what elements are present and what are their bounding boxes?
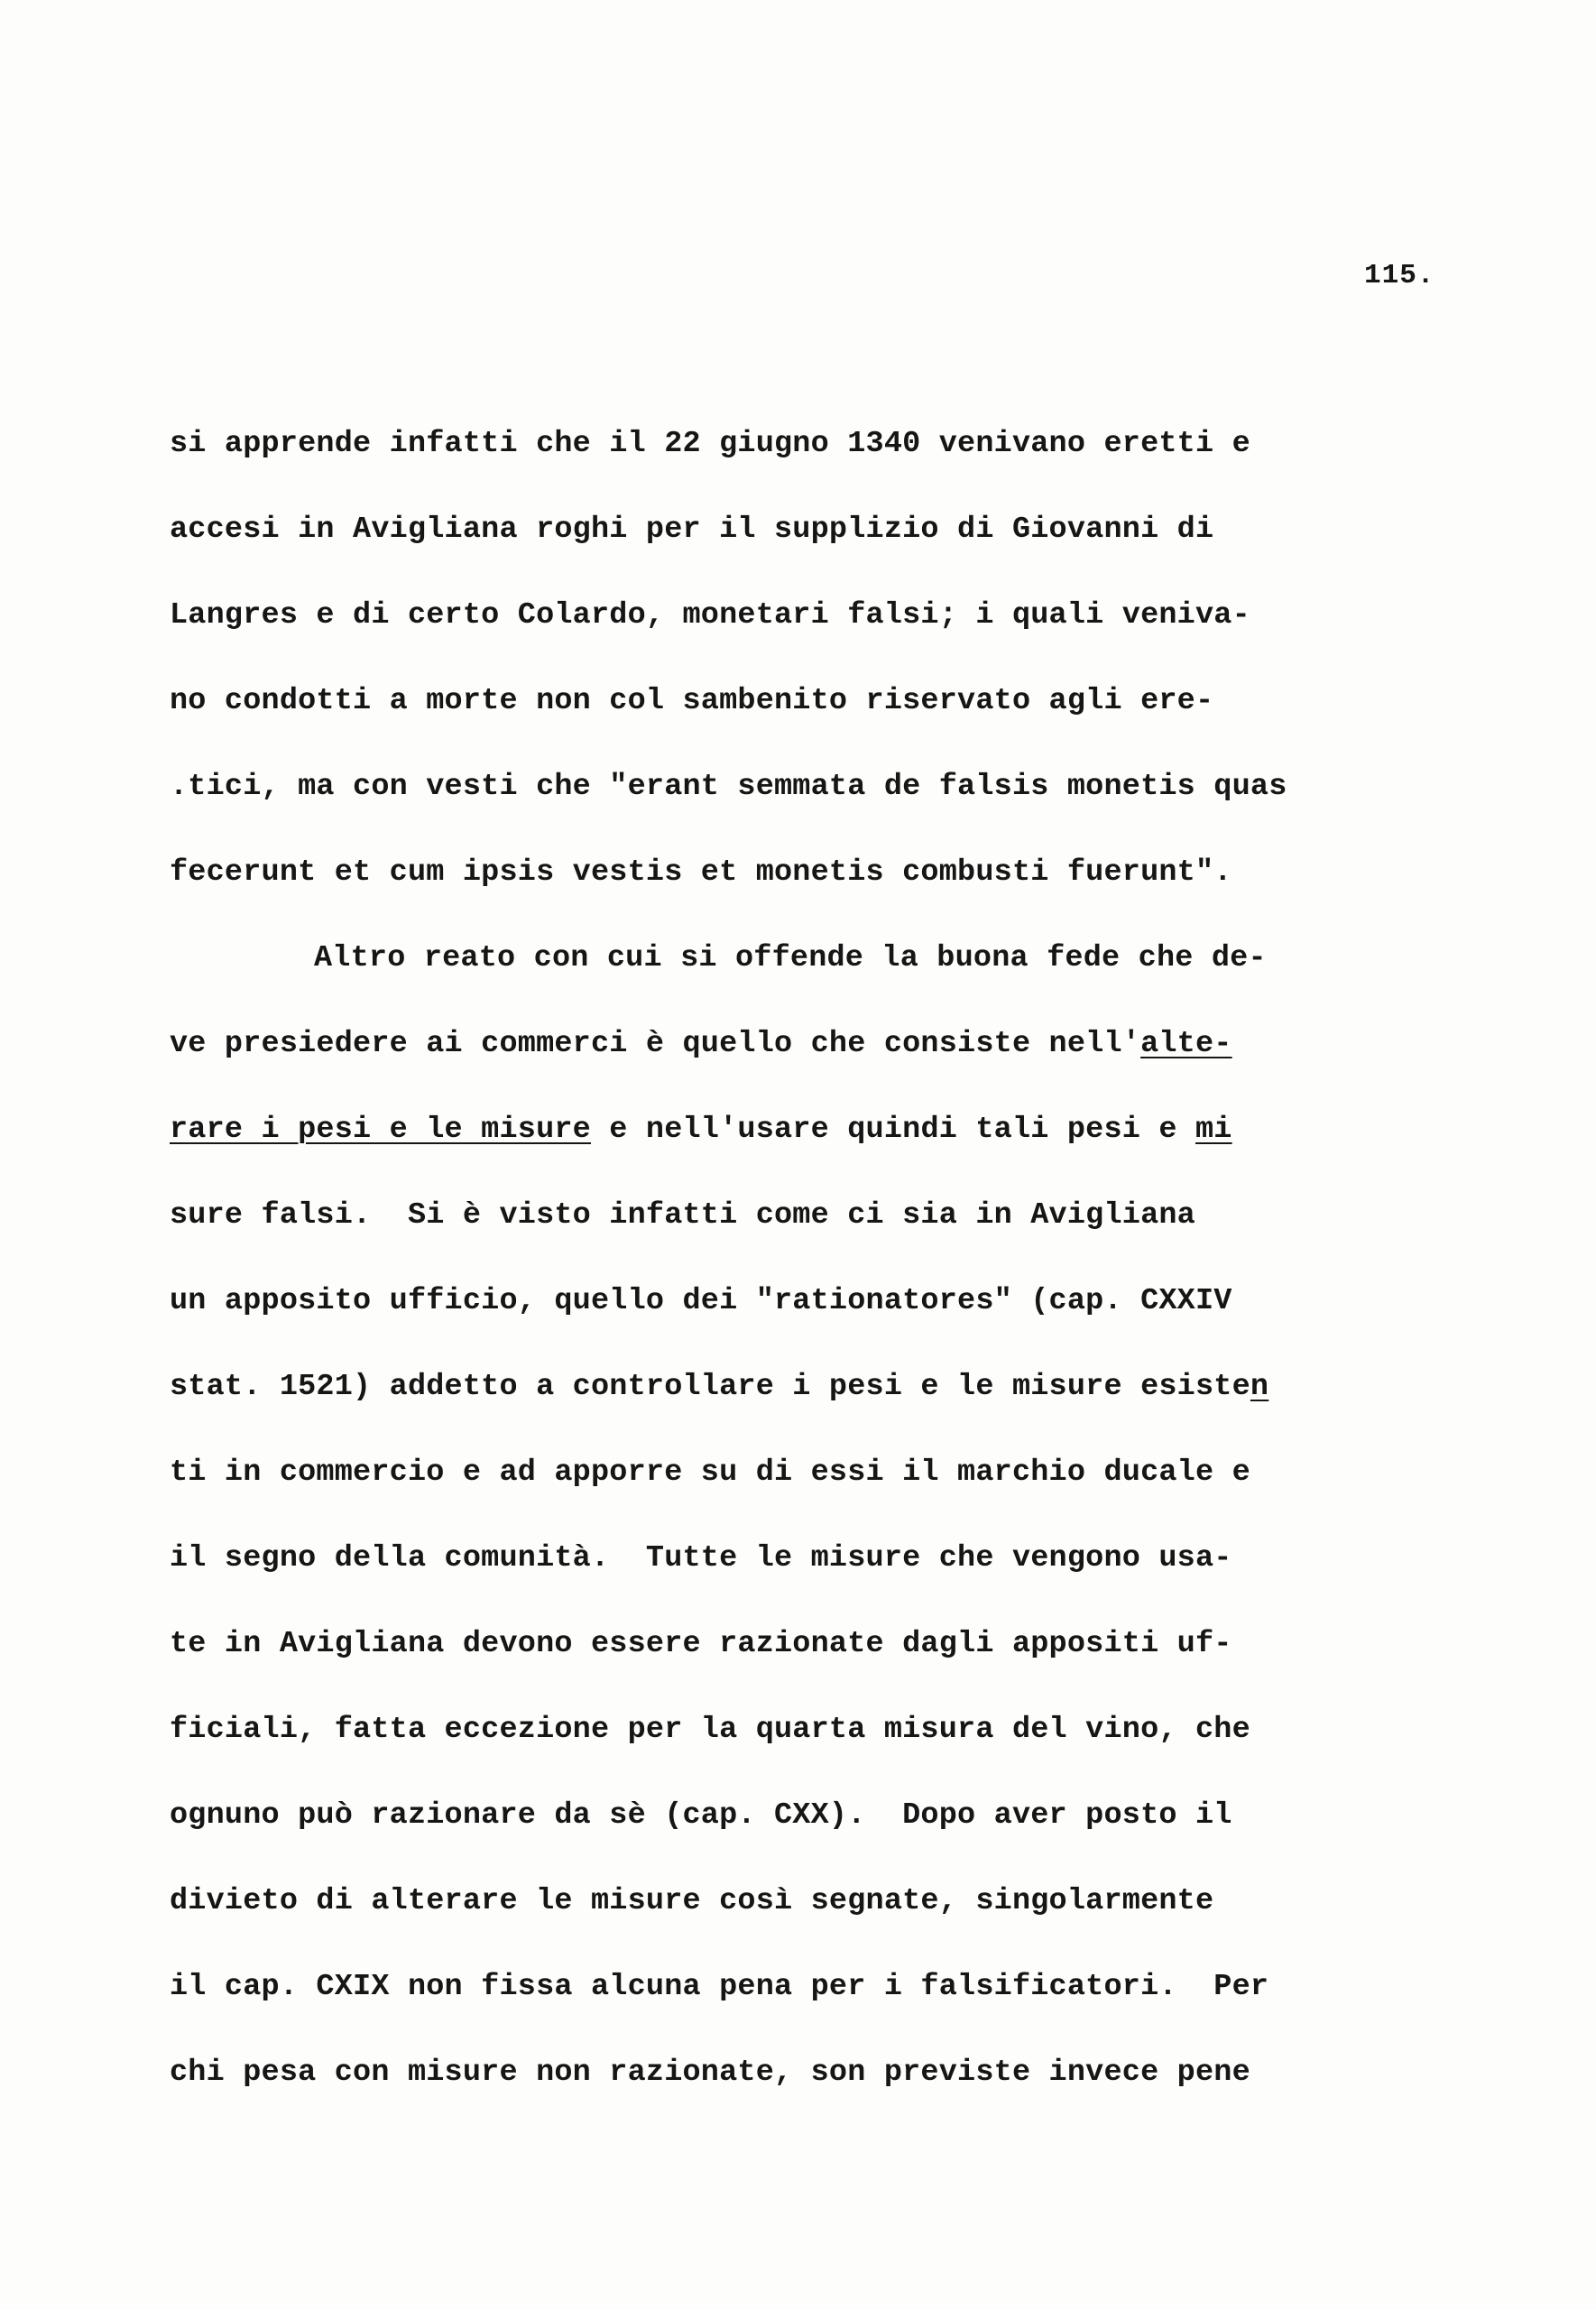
- underlined-text: rare i pesi e le misure: [170, 1113, 591, 1147]
- underlined-text: n: [1250, 1370, 1269, 1404]
- line-text: ficiali, fatta eccezione per la quarta misura del vino, che: [170, 1713, 1250, 1747]
- line-text: accesi in Avigliana roghi per il supplizio di Giovanni di: [170, 513, 1214, 547]
- text-line: [170, 1360, 1505, 1446]
- text-line: [170, 1960, 1505, 2046]
- underlined-text: alte-: [1140, 1027, 1232, 1061]
- line-text: stat. 1521) addetto a controllare i pesi e le misure esiste: [170, 1370, 1250, 1404]
- text-line: [170, 1017, 1505, 1103]
- line-text: divieto di alterare le misure così segnate, singolarmente: [170, 1884, 1214, 1918]
- text-line: [170, 1531, 1505, 1617]
- text-line: [170, 1788, 1505, 1874]
- text-line: [170, 1703, 1505, 1788]
- text-line: [170, 931, 1505, 1017]
- line-text: fecerunt et cum ipsis vestis et monetis combusti fuerunt".: [170, 855, 1232, 890]
- text-line: [170, 1617, 1505, 1703]
- text-line: [170, 760, 1505, 845]
- text-line: [170, 674, 1505, 760]
- text-line: [170, 1188, 1505, 1274]
- text-line: [170, 1446, 1505, 1531]
- line-text: ve presiedere ai commerci è quello che consiste nell': [170, 1027, 1141, 1061]
- page-number: 115.: [1364, 260, 1435, 291]
- line-text: sure falsi. Si è visto infatti come ci sia in Avigliana: [170, 1198, 1195, 1233]
- line-text: .tici, ma con vesti che "erant semmata de falsis monetis quas: [170, 770, 1287, 804]
- line-text: Langres e di certo Colardo, monetari falsi; i quali veniva-: [170, 598, 1250, 633]
- line-text: e nell'usare quindi tali pesi e: [590, 1113, 1195, 1147]
- body-text: [170, 417, 1505, 2131]
- text-line: [170, 1103, 1505, 1188]
- underlined-text: mi: [1195, 1113, 1232, 1147]
- line-text: ognuno può razionare da sè (cap. CXX). Dopo aver posto il: [170, 1798, 1232, 1833]
- text-line: [170, 417, 1505, 503]
- line-text: un apposito ufficio, quello dei "rationatores" (cap. CXXIV: [170, 1284, 1232, 1318]
- text-line: [170, 588, 1505, 674]
- line-text: Altro reato con cui si offende la buona fede che de-: [314, 941, 1267, 975]
- line-text: il cap. CXIX non fissa alcuna pena per i falsificatori. Per: [170, 1970, 1269, 2004]
- line-text: il segno della comunità. Tutte le misure che vengono usa-: [170, 1541, 1232, 1575]
- line-text: chi pesa con misure non razionate, son previste invece pene: [170, 2056, 1250, 2090]
- line-text: si apprende infatti che il 22 giugno 1340 venivano eretti e: [170, 427, 1250, 461]
- text-line: [170, 503, 1505, 588]
- text-line: [170, 2046, 1505, 2131]
- line-text: te in Avigliana devono essere razionate dagli appositi uf-: [170, 1627, 1232, 1661]
- line-text: no condotti a morte non col sambenito riservato agli ere-: [170, 684, 1214, 718]
- line-text: ti in commercio e ad apporre su di essi il marchio ducale e: [170, 1455, 1250, 1490]
- text-line: [170, 1274, 1505, 1360]
- text-line: [170, 845, 1505, 931]
- text-line: [170, 1874, 1505, 1960]
